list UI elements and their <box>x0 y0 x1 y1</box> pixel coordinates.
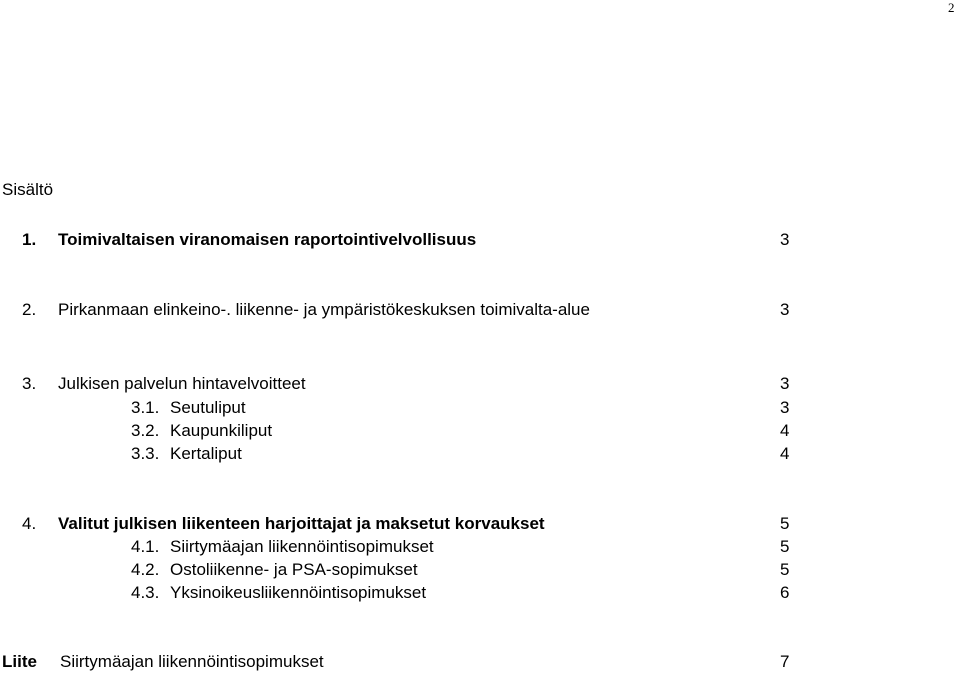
toc-entry-2[interactable] <box>0 299 800 321</box>
toc-entry-page: 3 <box>780 374 790 393</box>
toc-entry-title: Valitut julkisen liikenteen harjoittajat ja maksetut korvaukset <box>58 514 545 533</box>
toc-title: Sisältö <box>2 180 54 199</box>
toc-entry-title: Siirtymäajan liikennöintisopimukset <box>170 537 434 556</box>
toc-entry-page: 3 <box>780 230 790 249</box>
toc-entry-3[interactable] <box>0 373 800 395</box>
toc-entry-title: Ostoliikenne- ja PSA-sopimukset <box>170 560 418 579</box>
toc-entry-title: Julkisen palvelun hintavelvoitteet <box>58 374 306 393</box>
toc-appendix[interactable] <box>0 651 800 673</box>
appendix-title: Siirtymäajan liikennöintisopimukset <box>60 652 324 671</box>
toc-entry-3-3[interactable] <box>0 443 800 465</box>
toc-entry-number: 3.3. <box>131 444 160 463</box>
toc-entry-number: 4. <box>22 514 37 533</box>
toc-entry-number: 4.2. <box>131 560 160 579</box>
toc-entry-3-1[interactable] <box>0 397 800 419</box>
toc-entry-title: Seutuliput <box>170 398 246 417</box>
toc-entry-page: 5 <box>780 560 790 579</box>
toc-entry-number: 2. <box>22 300 37 319</box>
toc-entry-page: 5 <box>780 537 790 556</box>
toc-entry-4-3[interactable] <box>0 582 800 604</box>
toc-entry-title: Yksinoikeusliikennöintisopimukset <box>170 583 427 602</box>
toc-entry-page: 3 <box>780 398 790 417</box>
toc-entry-page: 4 <box>780 421 790 440</box>
toc-entry-number: 4.3. <box>131 583 160 602</box>
toc-entry-number: 3. <box>22 374 37 393</box>
toc-entry-page: 5 <box>780 514 790 533</box>
toc-entry-title: Kaupunkiliput <box>170 421 273 440</box>
toc-entry-title: Toimivaltaisen viranomaisen raportointivelvollisuus <box>58 230 477 249</box>
toc-entry-1[interactable] <box>0 229 800 251</box>
appendix-label: Liite <box>2 652 37 671</box>
toc-entry-4-1[interactable] <box>0 536 800 558</box>
appendix-page: 7 <box>780 652 790 671</box>
toc-entry-title: Kertaliput <box>170 444 242 463</box>
toc-entry-4[interactable] <box>0 513 800 535</box>
toc-entry-page: 3 <box>780 300 790 319</box>
toc-entry-title: Pirkanmaan elinkeino-. liikenne- ja ympäristökeskuksen toimivalta-alue <box>58 300 590 319</box>
toc-entry-page: 6 <box>780 583 790 602</box>
toc-entry-3-2[interactable] <box>0 420 800 442</box>
toc-entry-number: 1. <box>22 230 37 249</box>
toc-entry-page: 4 <box>780 444 790 463</box>
page-number: 2 <box>948 0 955 15</box>
toc-entry-number: 3.2. <box>131 421 160 440</box>
toc-entry-number: 3.1. <box>131 398 160 417</box>
toc-entry-number: 4.1. <box>131 537 160 556</box>
toc-entry-4-2[interactable] <box>0 559 800 581</box>
